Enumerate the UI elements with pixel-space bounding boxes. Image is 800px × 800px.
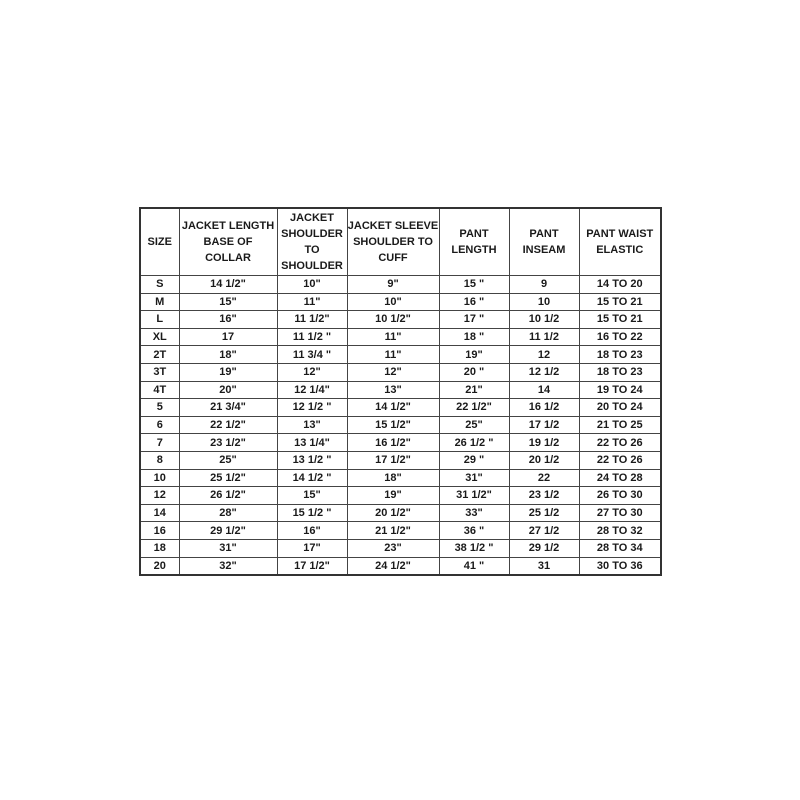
table-cell: 27 TO 30 [579, 504, 661, 522]
table-cell: 22 TO 26 [579, 451, 661, 469]
table-cell: 14 [509, 381, 579, 399]
table-cell: 29 1/2 [509, 539, 579, 557]
table-cell: 10 1/2" [347, 311, 439, 329]
table-cell: 33" [439, 504, 509, 522]
table-cell: 11 3/4 " [277, 346, 347, 364]
table-cell: 15 1/2" [347, 416, 439, 434]
table-cell: 31 [509, 557, 579, 575]
table-cell: 2T [140, 346, 179, 364]
header-jacket-shoulder: JACKET SHOULDER TO SHOULDER [277, 208, 347, 276]
table-cell: 20" [179, 381, 277, 399]
table-cell: 16 [140, 522, 179, 540]
table-cell: 11" [347, 328, 439, 346]
table-cell: 11 1/2 [509, 328, 579, 346]
table-row [140, 539, 661, 557]
table-cell: 26 1/2 " [439, 434, 509, 452]
table-cell: 28 TO 34 [579, 539, 661, 557]
table-row [140, 504, 661, 522]
table-cell: 18" [347, 469, 439, 487]
table-cell: 25 1/2 [509, 504, 579, 522]
table-cell: 19" [439, 346, 509, 364]
table-cell: 29 1/2" [179, 522, 277, 540]
table-cell: 12 1/2 [509, 363, 579, 381]
table-cell: 12 1/4" [277, 381, 347, 399]
table-cell: 12 [140, 487, 179, 505]
table-cell: S [140, 276, 179, 294]
table-cell: 22 [509, 469, 579, 487]
table-cell: 12" [277, 363, 347, 381]
table-cell: M [140, 293, 179, 311]
header-row [140, 208, 661, 276]
header-jacket-sleeve: JACKET SLEEVE SHOULDER TO CUFF [347, 208, 439, 276]
table-row [140, 469, 661, 487]
table-cell: 16 1/2" [347, 434, 439, 452]
table-cell: 24 1/2" [347, 557, 439, 575]
table-cell: 11" [347, 346, 439, 364]
table-cell: 4T [140, 381, 179, 399]
table-cell: 10" [277, 276, 347, 294]
table-row [140, 363, 661, 381]
table-cell: 21 TO 25 [579, 416, 661, 434]
table-cell: 31" [439, 469, 509, 487]
header-jacket-length: JACKET LENGTH BASE OF COLLAR [179, 208, 277, 276]
table-cell: 10" [347, 293, 439, 311]
table-cell: 12 [509, 346, 579, 364]
table-row [140, 293, 661, 311]
table-cell: 10 [509, 293, 579, 311]
table-cell: 20 1/2 [509, 451, 579, 469]
table-cell: 19 TO 24 [579, 381, 661, 399]
table-cell: 13" [347, 381, 439, 399]
table-cell: 26 1/2" [179, 487, 277, 505]
table-cell: 18" [179, 346, 277, 364]
table-cell: 17 1/2" [277, 557, 347, 575]
table-cell: 11 1/2 " [277, 328, 347, 346]
table-cell: 6 [140, 416, 179, 434]
table-cell: 16 TO 22 [579, 328, 661, 346]
header-pant-length: PANT LENGTH [439, 208, 509, 276]
table-cell: 9" [347, 276, 439, 294]
table-row [140, 328, 661, 346]
table-row [140, 451, 661, 469]
table-cell: 30 TO 36 [579, 557, 661, 575]
table-cell: 17 1/2 [509, 416, 579, 434]
table-cell: 36 " [439, 522, 509, 540]
table-cell: 23" [347, 539, 439, 557]
table-cell: 20 1/2" [347, 504, 439, 522]
table-cell: 23 1/2" [179, 434, 277, 452]
table-cell: 13 1/4" [277, 434, 347, 452]
table-cell: L [140, 311, 179, 329]
table-cell: 27 1/2 [509, 522, 579, 540]
size-chart-table [139, 207, 662, 576]
table-row [140, 346, 661, 364]
table-cell: 21 1/2" [347, 522, 439, 540]
table-cell: 3T [140, 363, 179, 381]
table-cell: 32" [179, 557, 277, 575]
table-cell: 21 3/4" [179, 399, 277, 417]
table-row [140, 522, 661, 540]
table-cell: 31" [179, 539, 277, 557]
table-cell: 16" [179, 311, 277, 329]
table-cell: 14 TO 20 [579, 276, 661, 294]
table-cell: 16 " [439, 293, 509, 311]
table-row [140, 399, 661, 417]
table-cell: 9 [509, 276, 579, 294]
table-cell: 20 [140, 557, 179, 575]
table-cell: 16" [277, 522, 347, 540]
table-cell: 19" [347, 487, 439, 505]
header-pant-waist: PANT WAIST ELASTIC [579, 208, 661, 276]
table-cell: 14 1/2" [179, 276, 277, 294]
table-cell: 5 [140, 399, 179, 417]
table-cell: 13 1/2 " [277, 451, 347, 469]
table-cell: 10 [140, 469, 179, 487]
table-cell: 18 TO 23 [579, 346, 661, 364]
header-pant-inseam: PANT INSEAM [509, 208, 579, 276]
table-cell: 15 TO 21 [579, 311, 661, 329]
table-cell: 31 1/2" [439, 487, 509, 505]
table-cell: 22 TO 26 [579, 434, 661, 452]
table-cell: 25" [179, 451, 277, 469]
table-cell: 28" [179, 504, 277, 522]
table-cell: 17 [179, 328, 277, 346]
table-cell: 18 TO 23 [579, 363, 661, 381]
table-cell: 23 1/2 [509, 487, 579, 505]
table-cell: 25 1/2" [179, 469, 277, 487]
table-cell: 19 1/2 [509, 434, 579, 452]
table-cell: 41 " [439, 557, 509, 575]
table-cell: 28 TO 32 [579, 522, 661, 540]
table-row [140, 311, 661, 329]
table-cell: 11 1/2" [277, 311, 347, 329]
table-row [140, 434, 661, 452]
table-cell: 15" [179, 293, 277, 311]
table-cell: 13" [277, 416, 347, 434]
table-cell: 14 1/2 " [277, 469, 347, 487]
table-cell: 11" [277, 293, 347, 311]
table-cell: 15 " [439, 276, 509, 294]
table-cell: 14 [140, 504, 179, 522]
table-cell: 12 1/2 " [277, 399, 347, 417]
table-cell: 15" [277, 487, 347, 505]
table-cell: 22 1/2" [439, 399, 509, 417]
table-cell: 26 TO 30 [579, 487, 661, 505]
table-row [140, 276, 661, 294]
table-cell: 17 1/2" [347, 451, 439, 469]
table-cell: 15 1/2 " [277, 504, 347, 522]
table-cell: 24 TO 28 [579, 469, 661, 487]
table-cell: 12" [347, 363, 439, 381]
header-size: SIZE [140, 208, 179, 276]
table-cell: 14 1/2" [347, 399, 439, 417]
table-cell: 20 TO 24 [579, 399, 661, 417]
table-cell: 7 [140, 434, 179, 452]
table-cell: 29 " [439, 451, 509, 469]
table-cell: 15 TO 21 [579, 293, 661, 311]
table-cell: 38 1/2 " [439, 539, 509, 557]
table-row [140, 557, 661, 575]
table-cell: XL [140, 328, 179, 346]
table-cell: 21" [439, 381, 509, 399]
table-cell: 22 1/2" [179, 416, 277, 434]
table-row [140, 487, 661, 505]
table-cell: 17" [277, 539, 347, 557]
table-cell: 19" [179, 363, 277, 381]
table-row [140, 416, 661, 434]
table-cell: 17 " [439, 311, 509, 329]
table-cell: 18 " [439, 328, 509, 346]
table-cell: 16 1/2 [509, 399, 579, 417]
table-cell: 20 " [439, 363, 509, 381]
table-cell: 18 [140, 539, 179, 557]
table-cell: 8 [140, 451, 179, 469]
table-row [140, 381, 661, 399]
table-cell: 10 1/2 [509, 311, 579, 329]
table-cell: 25" [439, 416, 509, 434]
